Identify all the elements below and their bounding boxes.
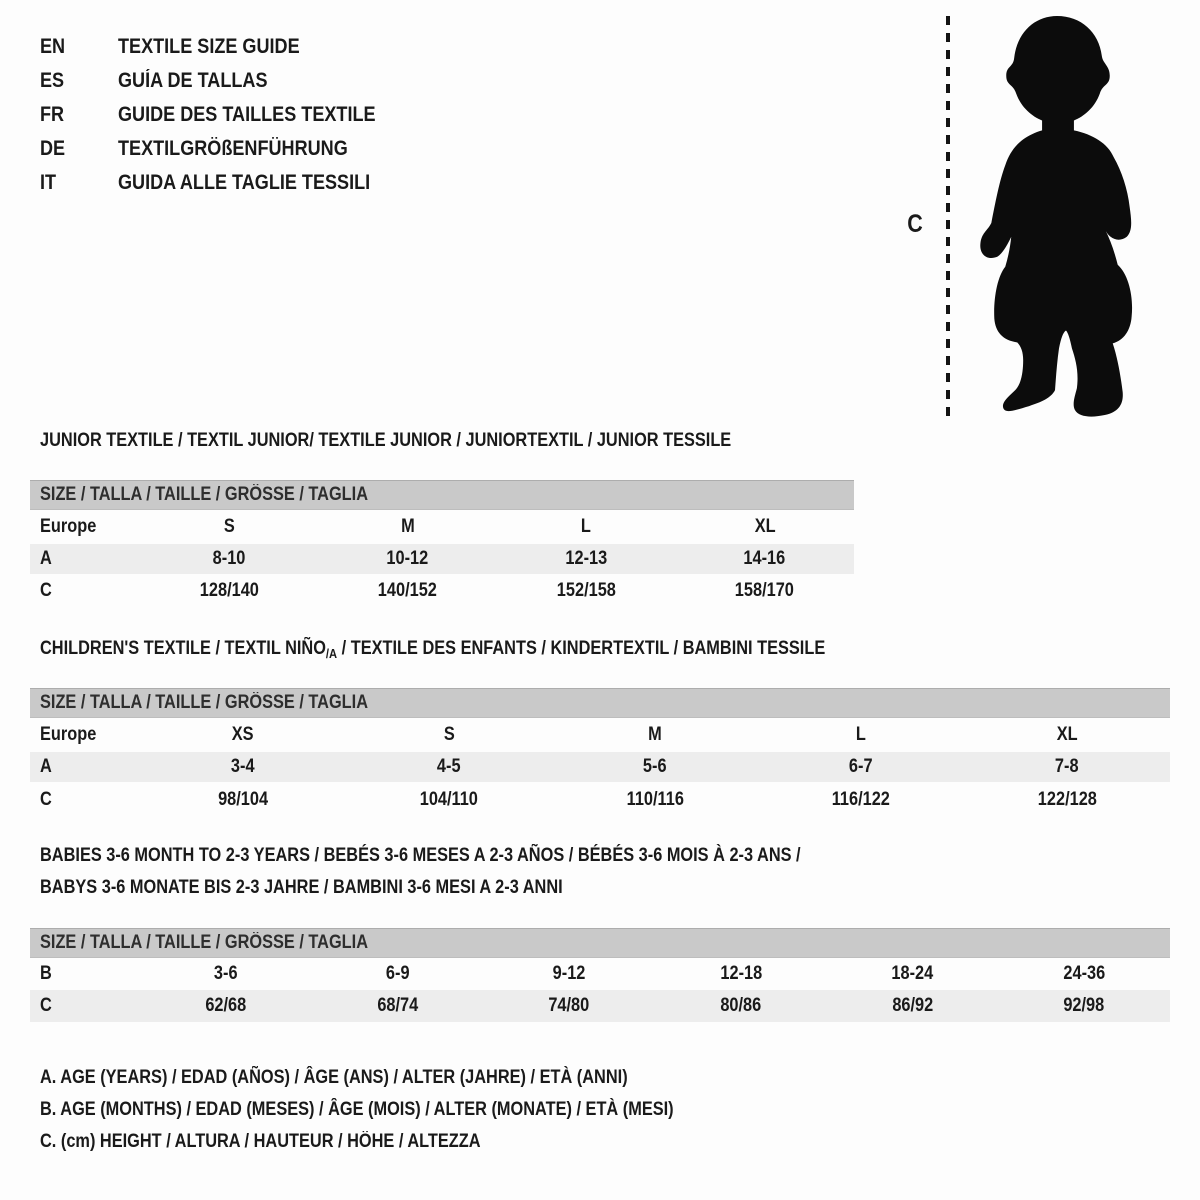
column-size: S — [443, 724, 455, 745]
table-value: 5-6 — [643, 756, 667, 777]
table-value: 80/86 — [720, 995, 762, 1016]
table-row-columns — [30, 510, 854, 544]
table-row-age — [30, 752, 1170, 782]
junior-section-title: JUNIOR TEXTILE / TEXTIL JUNIOR/ TEXTILE JUNIOR / JUNIORTEXTIL / JUNIOR TESSILE — [40, 430, 732, 451]
table-value: 24-36 — [1063, 963, 1106, 984]
guide-title-it: GUIDA ALLE TAGLIE TESSILI — [118, 171, 371, 194]
language-code: IT — [40, 171, 57, 194]
table-value: 140/152 — [378, 580, 438, 601]
column-size: XL — [1056, 724, 1078, 745]
column-size: L — [581, 516, 592, 537]
table-value: 158/170 — [735, 580, 795, 601]
table-value: 9-12 — [552, 963, 586, 984]
table-value: 86/92 — [892, 995, 933, 1016]
column-region: Europe — [40, 724, 97, 745]
language-row-en — [40, 30, 417, 64]
table-value: 18-24 — [891, 963, 934, 984]
legend-line-height-cm: C. (cm) HEIGHT / ALTURA / HAUTEUR / HÖHE / ALTEZZA — [40, 1131, 481, 1152]
table-value: 116/122 — [831, 789, 891, 810]
table-value: 6-9 — [385, 963, 410, 984]
table-value: 7-8 — [1055, 756, 1079, 777]
row-label: A — [40, 756, 52, 777]
language-row-de — [40, 132, 417, 166]
height-measure-label: C — [907, 210, 923, 238]
row-label: C — [40, 580, 52, 601]
table-value: 12-13 — [565, 548, 608, 569]
legend-line-age-years: A. AGE (YEARS) / EDAD (AÑOS) / ÂGE (ANS) / ALTER (JAHRE) / ETÀ (ANNI) — [40, 1067, 628, 1088]
row-label: A — [40, 548, 52, 569]
table-value: 128/140 — [199, 580, 259, 601]
table-value: 68/74 — [377, 995, 418, 1016]
column-size: XL — [754, 516, 776, 537]
table-value: 110/116 — [626, 789, 684, 810]
column-size: S — [223, 516, 235, 537]
guide-title-de: TEXTILGRÖßENFÜHRUNG — [118, 137, 348, 160]
language-code: FR — [40, 103, 65, 126]
table-value: 4-5 — [437, 756, 461, 777]
dashed-measure-line — [946, 16, 950, 418]
table-row-height — [30, 574, 854, 608]
babies-size-table — [30, 928, 1170, 1022]
table-row-columns — [30, 718, 1170, 752]
table-row-height — [30, 990, 1170, 1022]
junior-size-table — [30, 480, 854, 608]
table-value: 104/110 — [419, 789, 479, 810]
table-value: 12-18 — [719, 963, 762, 984]
row-label: C — [40, 995, 52, 1016]
legend-line-age-months: B. AGE (MONTHS) / EDAD (MESES) / ÂGE (MOIS) / ALTER (MONATE) / ETÀ (MESI) — [40, 1099, 674, 1120]
table-row-age — [30, 544, 854, 574]
toddler-silhouette-icon — [963, 12, 1153, 420]
table-value: 14-16 — [743, 548, 786, 569]
babies-section-title: BABIES 3-6 MONTH TO 2-3 YEARS / BEBÉS 3-6 MESES A 2-3 AÑOS / BÉBÉS 3-6 MOIS À 2-3 ANS / BABYS 3-6 MONATE BIS 2-3 JAHRE / BAMBINI 3-6 MESI A 2-3 ANNI — [40, 845, 801, 898]
table-value: 62/68 — [205, 995, 247, 1016]
column-region: Europe — [40, 516, 97, 537]
table-value: 6-7 — [849, 756, 873, 777]
table-value: 152/158 — [556, 580, 616, 601]
language-code: DE — [40, 137, 66, 160]
table-value: 122/128 — [1037, 789, 1097, 810]
table-value: 92/98 — [1063, 995, 1105, 1016]
nino-a-subscript: /A — [325, 646, 338, 661]
measurement-legend — [40, 1062, 777, 1158]
guide-title-es: GUÍA DE TALLAS — [118, 69, 268, 92]
size-header-band: SIZE / TALLA / TAILLE / GRÖSSE / TAGLIA — [30, 688, 1170, 718]
table-value: 74/80 — [548, 995, 590, 1016]
column-size: M — [400, 516, 415, 537]
language-row-it — [40, 166, 417, 200]
table-value: 10-12 — [386, 548, 429, 569]
language-code: EN — [40, 35, 66, 58]
size-header-band: SIZE / TALLA / TAILLE / GRÖSSE / TAGLIA — [30, 928, 1170, 958]
guide-title-fr: GUIDE DES TAILLES TEXTILE — [118, 103, 376, 126]
column-size: XS — [232, 724, 254, 745]
guide-title-en: TEXTILE SIZE GUIDE — [118, 35, 300, 58]
children-section-title: CHILDREN'S TEXTILE / TEXTIL $NIÑO_{/A}$ / TEXTILE DES ENFANTS / KINDERTEXTIL / BAMBINI TESSILE — [40, 638, 826, 661]
table-value: 3-4 — [231, 756, 255, 777]
table-value: 3-6 — [214, 963, 238, 984]
row-label: C — [40, 789, 52, 810]
table-row-height — [30, 782, 1170, 818]
language-code: ES — [40, 69, 65, 92]
row-label: B — [40, 963, 52, 984]
table-row-months — [30, 958, 1170, 990]
language-title-list — [40, 30, 417, 200]
column-size: M — [648, 724, 662, 745]
table-value: 8-10 — [212, 548, 246, 569]
table-value: 98/104 — [218, 789, 268, 810]
children-size-table — [30, 688, 1170, 818]
column-size: L — [856, 724, 866, 745]
size-header-band: SIZE / TALLA / TAILLE / GRÖSSE / TAGLIA — [30, 480, 854, 510]
language-row-es — [40, 64, 417, 98]
language-row-fr — [40, 98, 417, 132]
